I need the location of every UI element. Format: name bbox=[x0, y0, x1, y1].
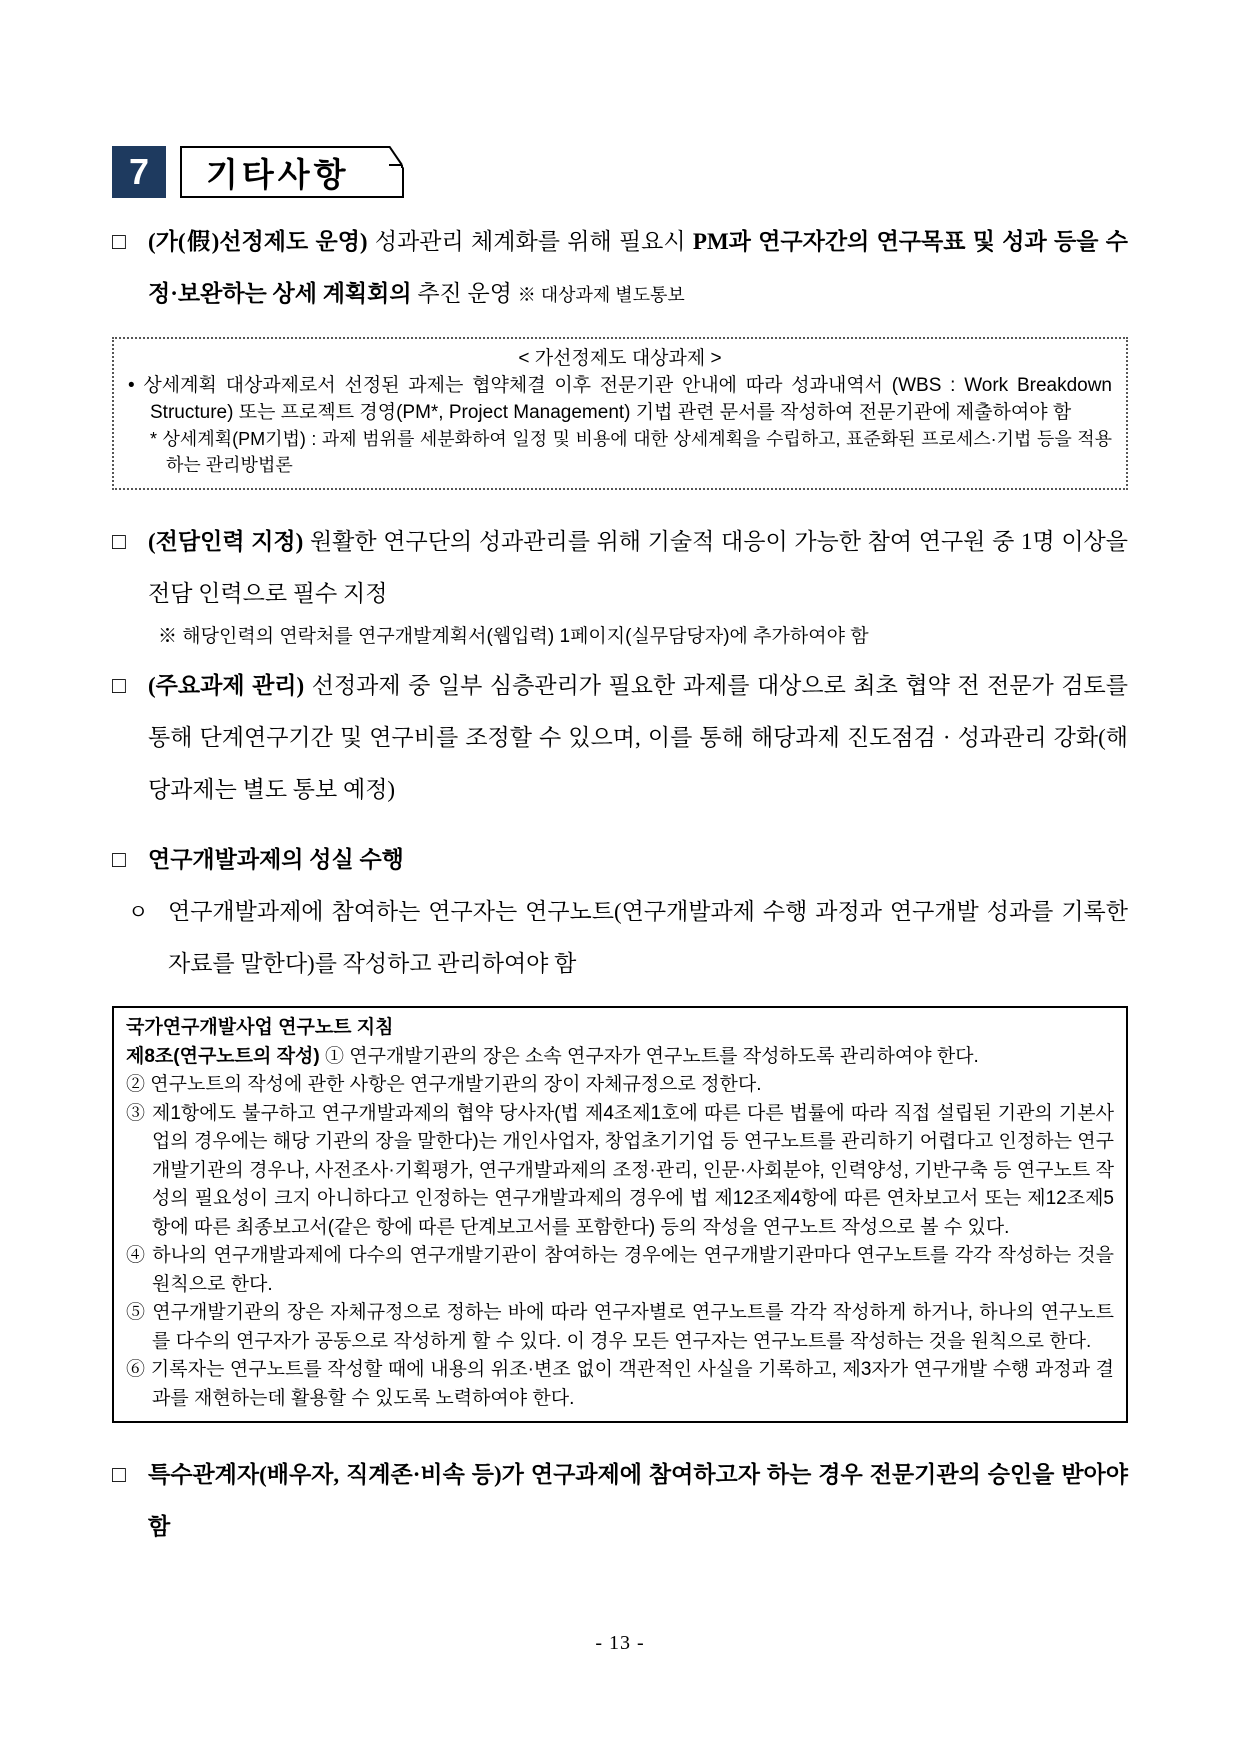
box-footnote bbox=[128, 426, 1112, 478]
item-text: 기록자는 연구노트를 작성할 때에 내용의 위조·변조 없이 객관적인 사실을 기록하고, 제3자가 연구개발 수행 과정과 결과를 재현하는데 활용할 수 있도록 노력하여야 한다. bbox=[150, 1359, 1114, 1409]
inline-note: ※ 대상과제 별도통보 bbox=[517, 285, 685, 305]
section-title: 기타사항 bbox=[206, 155, 350, 193]
guideline-item-6 bbox=[126, 1356, 1114, 1413]
box-title: 국가연구개발사업 연구노트 지침 bbox=[126, 1017, 394, 1038]
article-label: 제8조(연구노트의 작성) bbox=[126, 1045, 325, 1067]
square-bullet: □ bbox=[112, 847, 126, 872]
paragraph-dedicated-staff bbox=[112, 516, 1128, 620]
section-title-box bbox=[180, 146, 404, 198]
square-bullet: □ bbox=[112, 1462, 126, 1487]
paragraph-text bbox=[148, 216, 1128, 321]
square-bullet: □ bbox=[112, 529, 126, 554]
heading-text: 연구개발과제의 성실 수행 bbox=[148, 847, 404, 872]
item-marker: ⑤ bbox=[126, 1302, 153, 1323]
box-footnote-text: 상세계획(PM기법) : 과제 범위를 세분화하여 일정 및 비용에 대한 상세계획을 수립하고, 표준화된 프로세스·기법 등을 적용하는 관리방법론 bbox=[162, 429, 1112, 475]
page-fold-icon bbox=[389, 146, 404, 168]
reference-note: ※ 해당인력의 연락처를 연구개발계획서(웹입력) 1페이지(실무담당자)에 추가하여야 함 bbox=[158, 626, 869, 647]
run-head-bold: (주요과제 관리) bbox=[148, 673, 312, 698]
page-number: - 13 - bbox=[595, 1632, 645, 1654]
provisional-target-box bbox=[112, 337, 1128, 490]
run-body: 선정과제 중 일부 심층관리가 필요한 과제를 대상으로 최초 협약 전 전문가 검토를 통해 단계연구기간 및 연구비를 조정할 수 있으며, 이를 통해 해당과제 진도점검 · 성과관리 강화(해당과제는 별도 통보 예정) bbox=[148, 673, 1128, 802]
guideline-item-1 bbox=[126, 1043, 1114, 1072]
item-text: 연구노트의 작성에 관한 사항은 연구개발기관의 장이 자체규정으로 정한다. bbox=[150, 1074, 762, 1095]
box-title: < 가선정제도 대상과제 > bbox=[518, 348, 722, 369]
item-marker: ④ bbox=[126, 1245, 153, 1266]
run-body2: 추진 운영 bbox=[417, 281, 518, 306]
run-head-bold: (가(假)선정제도 운영) bbox=[148, 229, 375, 254]
run-emphasis-bold: PM과 연구자간의 연구목표 및 성과 등을 수정·보완하는 상세 계획회의 bbox=[148, 229, 1128, 306]
paragraph-text: 연구개발과제에 참여하는 연구자는 연구노트(연구개발과제 수행 과정과 연구개발 성과를 기록한 자료를 말한다)를 작성하고 관리하여야 함 bbox=[168, 899, 1128, 976]
item-text: 연구개발기관의 장은 소속 연구자가 연구노트를 작성하도록 관리하여야 한다. bbox=[349, 1045, 979, 1067]
dot-bullet: • bbox=[128, 375, 135, 396]
box-item-text: 상세계획 대상과제로서 선정된 과제는 협약체결 이후 전문기관 안내에 따라 성과내역서 (WBS : Work Breakdown Structure) 또는 프로젝트 경영(PM*, Project Management) 기법 관련 문서를 작성하여 전문기관에 제출하여야 함 bbox=[143, 375, 1112, 423]
item-marker: ① bbox=[324, 1045, 350, 1067]
paragraph-text bbox=[148, 660, 1128, 816]
run-head-bold: (전담인력 지정) bbox=[148, 529, 310, 554]
paragraph-text bbox=[148, 516, 1128, 620]
section-number-badge: 7 bbox=[112, 146, 166, 198]
research-note-guideline-box bbox=[112, 1006, 1128, 1423]
guideline-item-5 bbox=[126, 1299, 1114, 1356]
section-header bbox=[112, 146, 1128, 198]
paragraph-text: 특수관계자(배우자, 직계존·비속 등)가 연구과제에 참여하고자 하는 경우 전문기관의 승인을 받아야 함 bbox=[148, 1462, 1128, 1539]
guideline-item-3 bbox=[126, 1100, 1114, 1243]
circle-bullet: ㅇ bbox=[128, 900, 149, 924]
guideline-item-2 bbox=[126, 1071, 1114, 1100]
item-marker: ③ bbox=[126, 1102, 152, 1124]
paragraph-diligent-body bbox=[112, 886, 1128, 990]
paragraph-major-project bbox=[112, 660, 1128, 816]
run-body: 성과관리 체계화를 위해 필요시 bbox=[374, 229, 693, 254]
item-marker: ② bbox=[126, 1074, 151, 1095]
square-bullet: □ bbox=[112, 229, 126, 254]
item-text: 하나의 연구개발과제에 다수의 연구개발기관이 참여하는 경우에는 연구개발기관마다 연구노트를 각각 작성하는 것을 원칙으로 한다. bbox=[152, 1245, 1115, 1295]
item-marker: ⑥ bbox=[126, 1359, 151, 1380]
guideline-item-4 bbox=[126, 1242, 1114, 1299]
paragraph-diligent-heading bbox=[112, 834, 1128, 886]
asterisk-marker: * bbox=[150, 429, 158, 449]
run-body: 원활한 연구단의 성과관리를 위해 기술적 대응이 가능한 참여 연구원 중 1명 이상을 전담 인력으로 필수 지정 bbox=[148, 529, 1128, 606]
item-text: 연구개발기관의 장은 자체규정으로 정하는 바에 따라 연구자별로 연구노트를 각각 작성하게 하거나, 하나의 연구노트를 다수의 연구자가 공동으로 작성하게 할 수 있다. 이 경우 모든 연구자는 연구노트를 작성하는 것을 원칙으로 한다. bbox=[152, 1302, 1114, 1352]
box-bullet-item bbox=[128, 372, 1112, 426]
square-bullet: □ bbox=[112, 673, 126, 698]
paragraph-provisional-selection bbox=[112, 216, 1128, 321]
item-text: 제1항에도 불구하고 연구개발과제의 협약 당사자(법 제4조제1호에 따른 다른 법률에 따라 직접 설립된 기관의 기본사업의 경우에는 해당 기관의 장을 말한다)는 개인사업자, 창업초기기업 등 연구노트를 관리하기 어렵다고 인정하는 연구개발기관의 경우나, 사전조사·기획평가, 연구개발과제의 조정·관리, 인문·사회분야, 인력양성, 기반구축 등 연구노트 작성의 필요성이 크지 아니하다고 인정하는 연구개발과제의 경우에 법 제12조제4항에 따른 연차보고서 또는 제12조제5항에 따른 최종보고서(같은 항에 따른 단계보고서를 포함한다) 등의 작성을 연구노트 작성으로 볼 수 있다. bbox=[151, 1102, 1114, 1238]
paragraph-special-relation bbox=[112, 1449, 1128, 1553]
